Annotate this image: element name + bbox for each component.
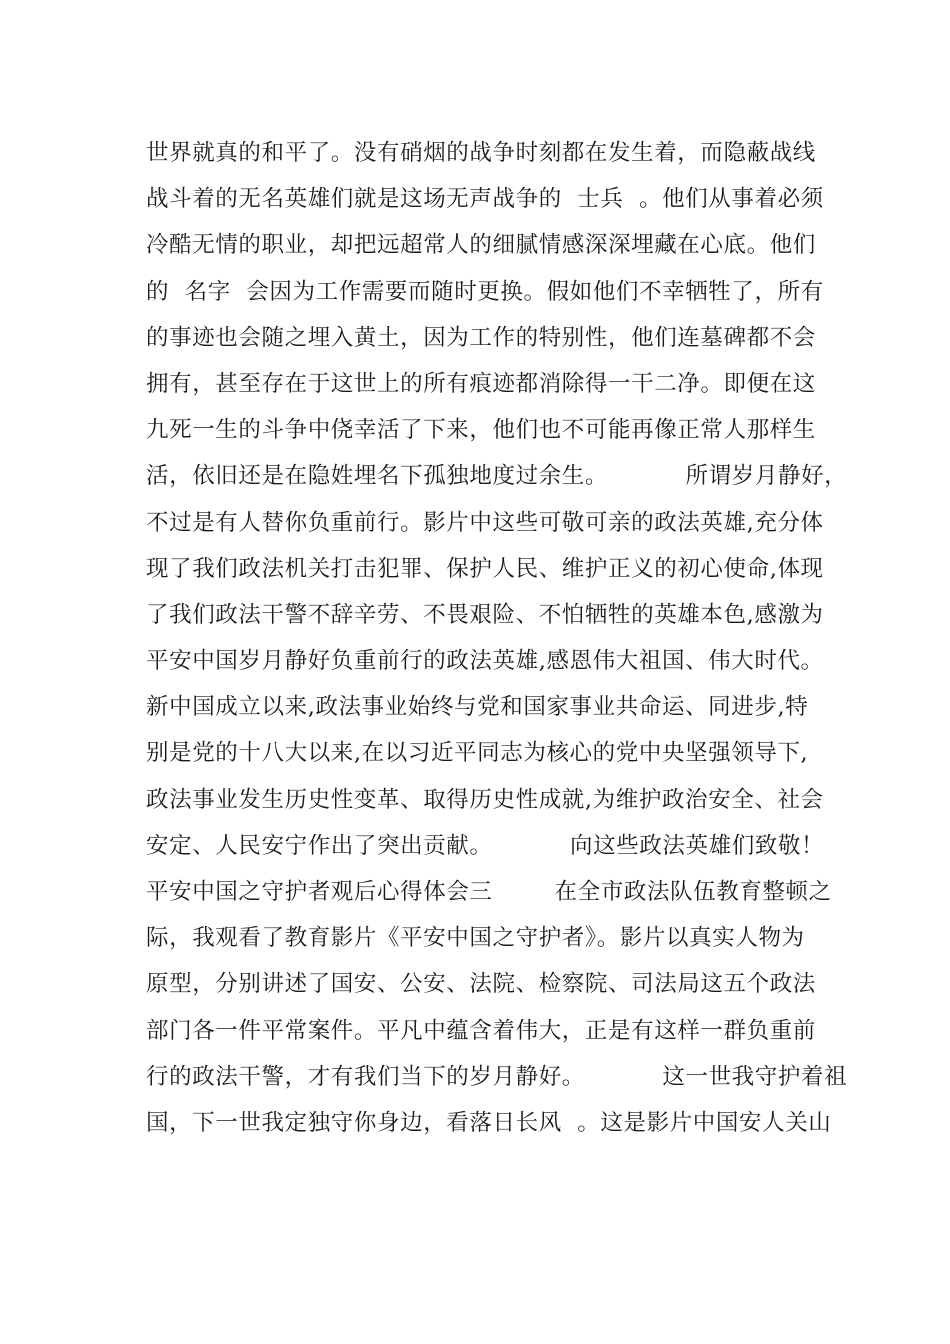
text-line-12: 平安中国岁月静好负重前行的政法英雄,感恩伟大祖国、伟大时代。: [146, 648, 824, 675]
text-line-18: 际，我观看了教育影片《平安中国之守护者》。影片以真实人物为: [146, 925, 805, 952]
text-line-11: 了我们政法干警不辞辛劳、不畏艰险、不怕牺牲的英雄本色,感激为: [146, 601, 824, 628]
text-line-20: 部门各一件平常案件。平凡中蕴含着伟大，正是有这样一群负重前: [146, 1017, 816, 1044]
text-line-3: 冷酷无情的职业，却把远超常人的细腻情感深深埋藏在心底。他们: [146, 232, 816, 259]
text-line-13: 新中国成立以来,政法事业始终与党和国家事业共命运、同进步,特: [146, 694, 809, 721]
text-line-1: 世界就真的和平了。没有硝烟的战争时刻都在发生着，而隐蔽战线: [146, 140, 816, 166]
text-line-5: 的事迹也会随之埋入黄土，因为工作的特别性，他们连墓碑都不会: [146, 324, 816, 351]
text-line-9: 不过是有人替你负重前行。影片中这些可敬可亲的政法英雄,充分体: [146, 509, 824, 536]
text-line-15: 政法事业发生历史性变革、取得历史性成就,为维护政治安全、社会: [146, 786, 824, 813]
document-body: [146, 130, 848, 1146]
text-line-2: 战斗着的无名英雄们就是这场无声战争的 士兵 。他们从事着必须: [146, 186, 824, 213]
text-line-19: 原型，分别讲述了国安、公安、法院、检察院、司法局这五个政法: [146, 971, 816, 998]
text-line-8: 活，依旧还是在隐姓埋名下孤独地度过余生。 所谓岁月静好，: [146, 463, 848, 490]
text-line-7: 九死一生的斗争中侥幸活了下来，他们也不可能再像正常人那样生: [146, 417, 816, 444]
text-line-6: 拥有，甚至存在于这世上的所有痕迹都消除得一干二净。即便在这: [146, 370, 816, 397]
text-line-14: 别是党的十八大以来,在以习近平同志为核心的党中央坚强领导下,: [146, 740, 809, 767]
text-line-22: 国，下一世我定独守你身边，看落日长风 。这是影片中国安人关山: [146, 1109, 832, 1136]
text-line-16: 安定、人民安宁作出了突出贡献。 向这些政法英雄们致敬！: [146, 832, 825, 859]
text-line-21: 行的政法干警，才有我们当下的岁月静好。 这一世我守护着祖: [146, 1063, 848, 1090]
text-line-10: 现了我们政法机关打击犯罪、保护人民、维护正义的初心使命,体现: [146, 555, 824, 582]
text-line-4: 的 名字 会因为工作需要而随时更换。假如他们不幸牺牲了，所有: [146, 278, 824, 305]
text-line-17: 平安中国之守护者观后心得体会三 在全市政法队伍教育整顿之: [146, 879, 832, 905]
